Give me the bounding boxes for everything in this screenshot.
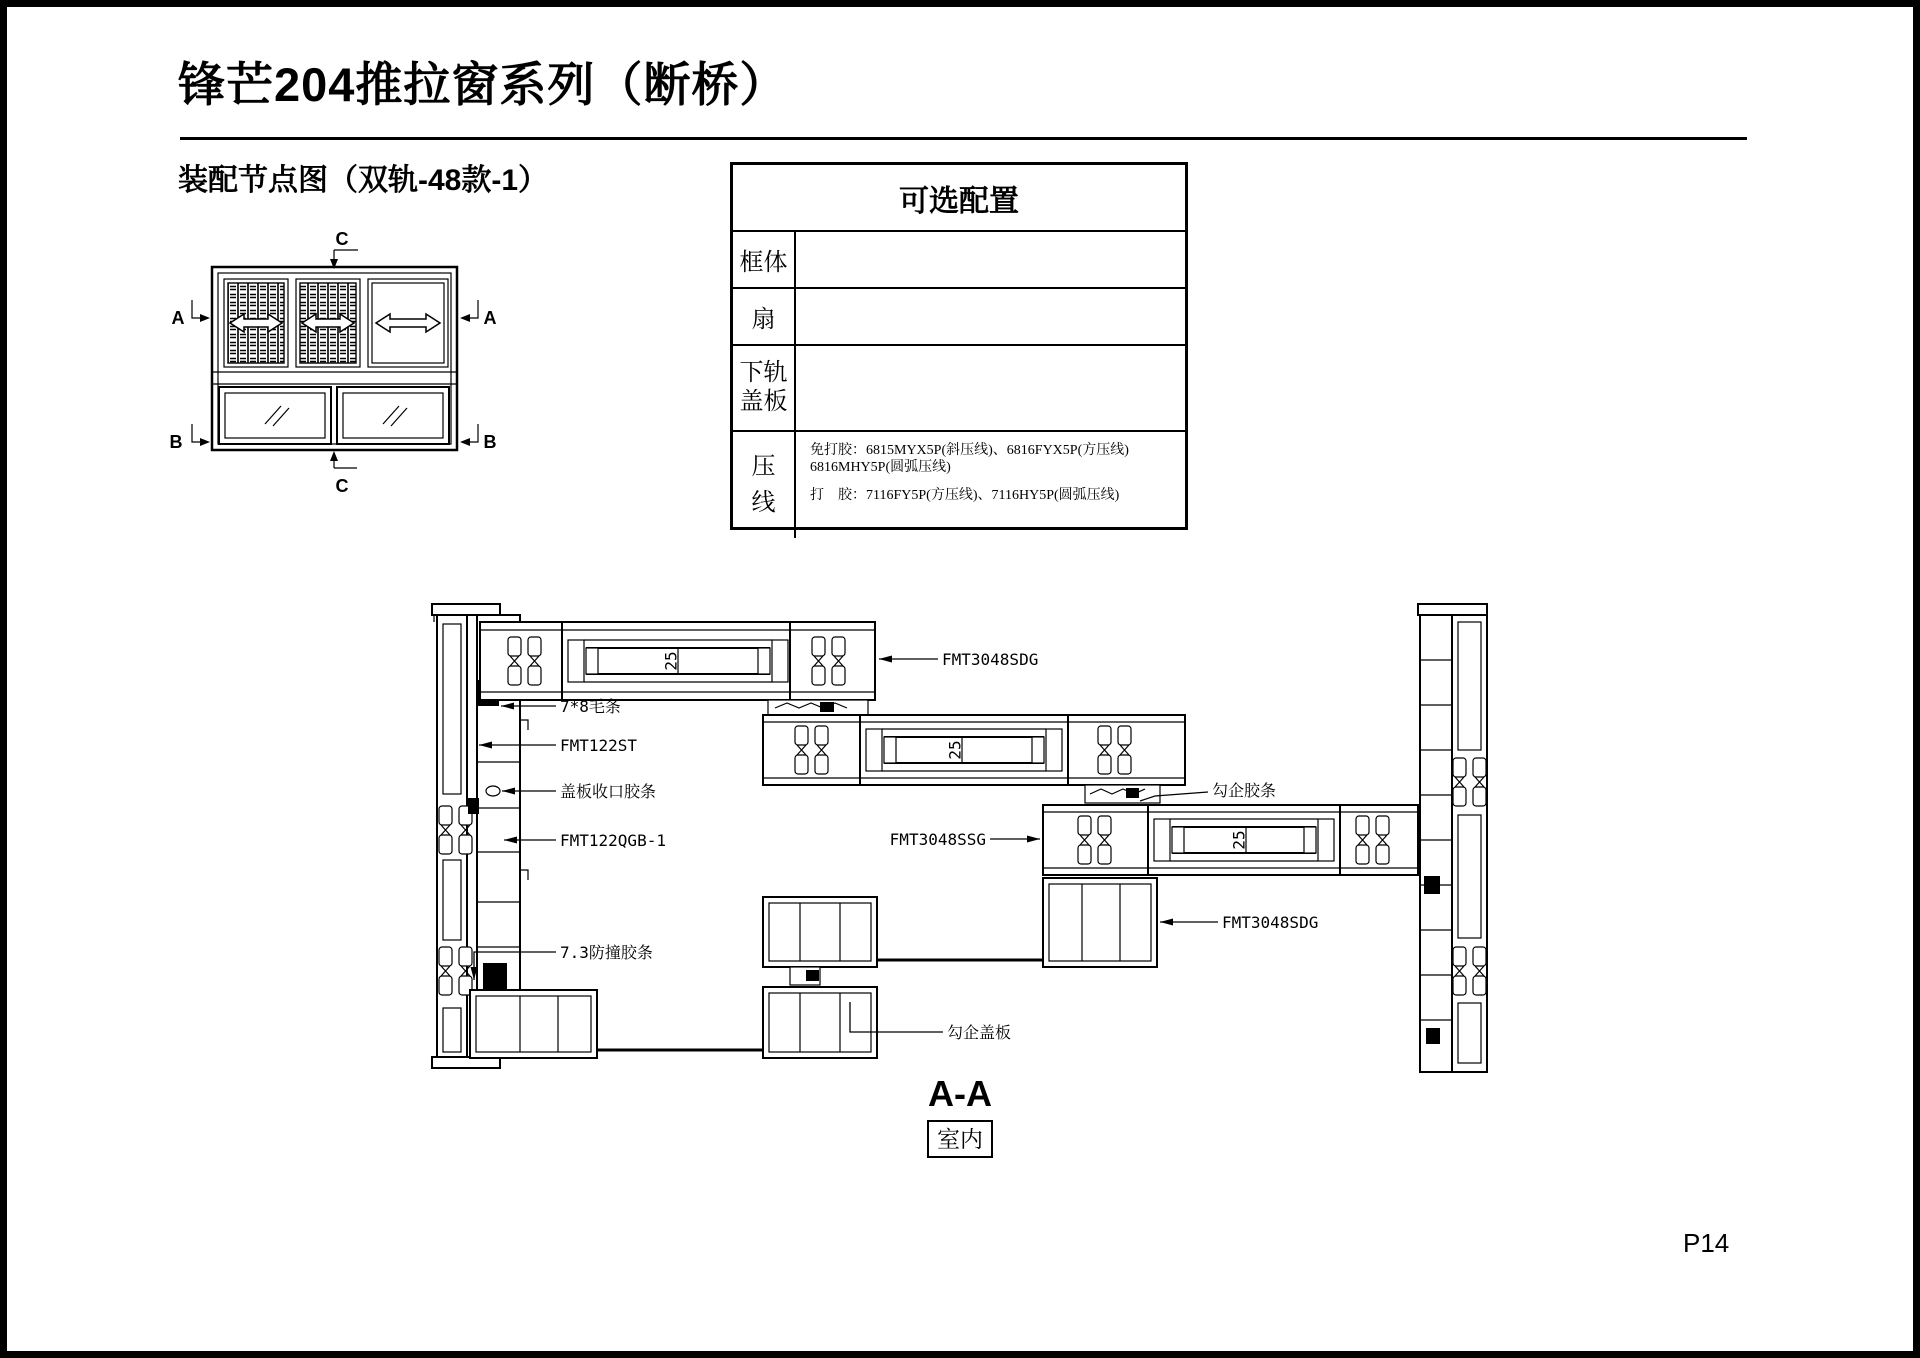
- glazing-bead-option-line2: 6816MHY5P(圆弧压线): [810, 460, 951, 475]
- key-plan: [170, 229, 497, 496]
- section-letter-c: C: [335, 476, 349, 496]
- glass-mark-icon: [383, 406, 407, 426]
- key-plan-sash-screen-2: [296, 279, 360, 367]
- section-marker-c-bottom: [330, 451, 357, 496]
- section-marker-a-left: [172, 300, 211, 328]
- slide-arrow-icon: [376, 314, 440, 332]
- callout-label: FMT3048SDG: [1222, 913, 1319, 932]
- interlock-joint-2: [1085, 785, 1160, 803]
- page-title: 锋芒204推拉窗系列（断桥）: [178, 58, 788, 111]
- section-letter-b: B: [483, 432, 497, 452]
- section-drawing: [432, 604, 1487, 1157]
- bottom-rail-box-right: [1043, 878, 1157, 967]
- callout-label: 盖板收口胶条: [560, 782, 657, 801]
- cover-gasket: [486, 786, 500, 796]
- sash2-section: [763, 715, 1185, 785]
- row-label-bottom-rail-cover: 下轨盖板: [733, 346, 796, 430]
- row-label-frame: 框体: [733, 232, 796, 287]
- config-table-title: 可选配置: [733, 165, 1185, 232]
- key-plan-sash-glass: [368, 279, 448, 367]
- glass-thickness-dim: 25: [1229, 830, 1249, 850]
- glass-mark-icon: [265, 406, 289, 426]
- key-plan-fixed-panel-2: [337, 387, 449, 444]
- callout-label: 7.3防撞胶条: [560, 943, 653, 962]
- sash1-section: [480, 622, 875, 700]
- callout-label: FMT3048SSG: [889, 830, 986, 849]
- callout-label: FMT122QGB-1: [560, 831, 666, 850]
- section-letter-a: A: [171, 308, 185, 328]
- sash3-section: [1043, 805, 1418, 875]
- page-number: P14: [1683, 1228, 1730, 1258]
- glazing-bead-option-line1: 免打胶：6815MYX5P(斜压线)、6816FYX5P(方压线): [810, 443, 1129, 458]
- glass-thickness-dim: 25: [661, 651, 681, 671]
- section-name: A-A: [928, 1073, 992, 1114]
- section-marker-c-top: [330, 229, 358, 269]
- section-letter-a: A: [483, 308, 497, 328]
- callout-label: FMT122ST: [560, 736, 638, 755]
- interior-label: 室内: [937, 1126, 983, 1152]
- key-plan-sash-screen-1: [224, 279, 288, 367]
- section-marker-b-left: [170, 424, 211, 452]
- key-plan-fixed-panel-1: [219, 387, 331, 444]
- row-label-glazing-bead: 压线: [733, 432, 796, 538]
- page-subtitle: 装配节点图（双轨-48款-1）: [178, 164, 549, 197]
- glass-thickness-dim: 25: [945, 740, 965, 760]
- section-marker-a-right: [460, 300, 497, 328]
- glazing-bead-option-line3: 打 胶：7116FY5P(方压线)、7116HY5P(圆弧压线): [810, 488, 1120, 503]
- bumper-gasket: [483, 963, 507, 989]
- section-letter-c: C: [335, 229, 349, 249]
- sill-box-left: [470, 990, 763, 1058]
- section-letter-b: B: [169, 432, 183, 452]
- callout-label: FMT3048SDG: [942, 650, 1039, 669]
- interlock-joint-1: [768, 700, 868, 715]
- right-jamb-profile: [1418, 604, 1487, 1072]
- callout-label: 勾企胶条: [1212, 781, 1277, 800]
- interior-label-box: [928, 1121, 992, 1157]
- section-marker-b-right: [460, 424, 497, 452]
- callout-label: 勾企盖板: [947, 1023, 1012, 1042]
- callout-label: 7*8毛条: [560, 697, 621, 716]
- row-label-sash: 扇: [733, 289, 796, 344]
